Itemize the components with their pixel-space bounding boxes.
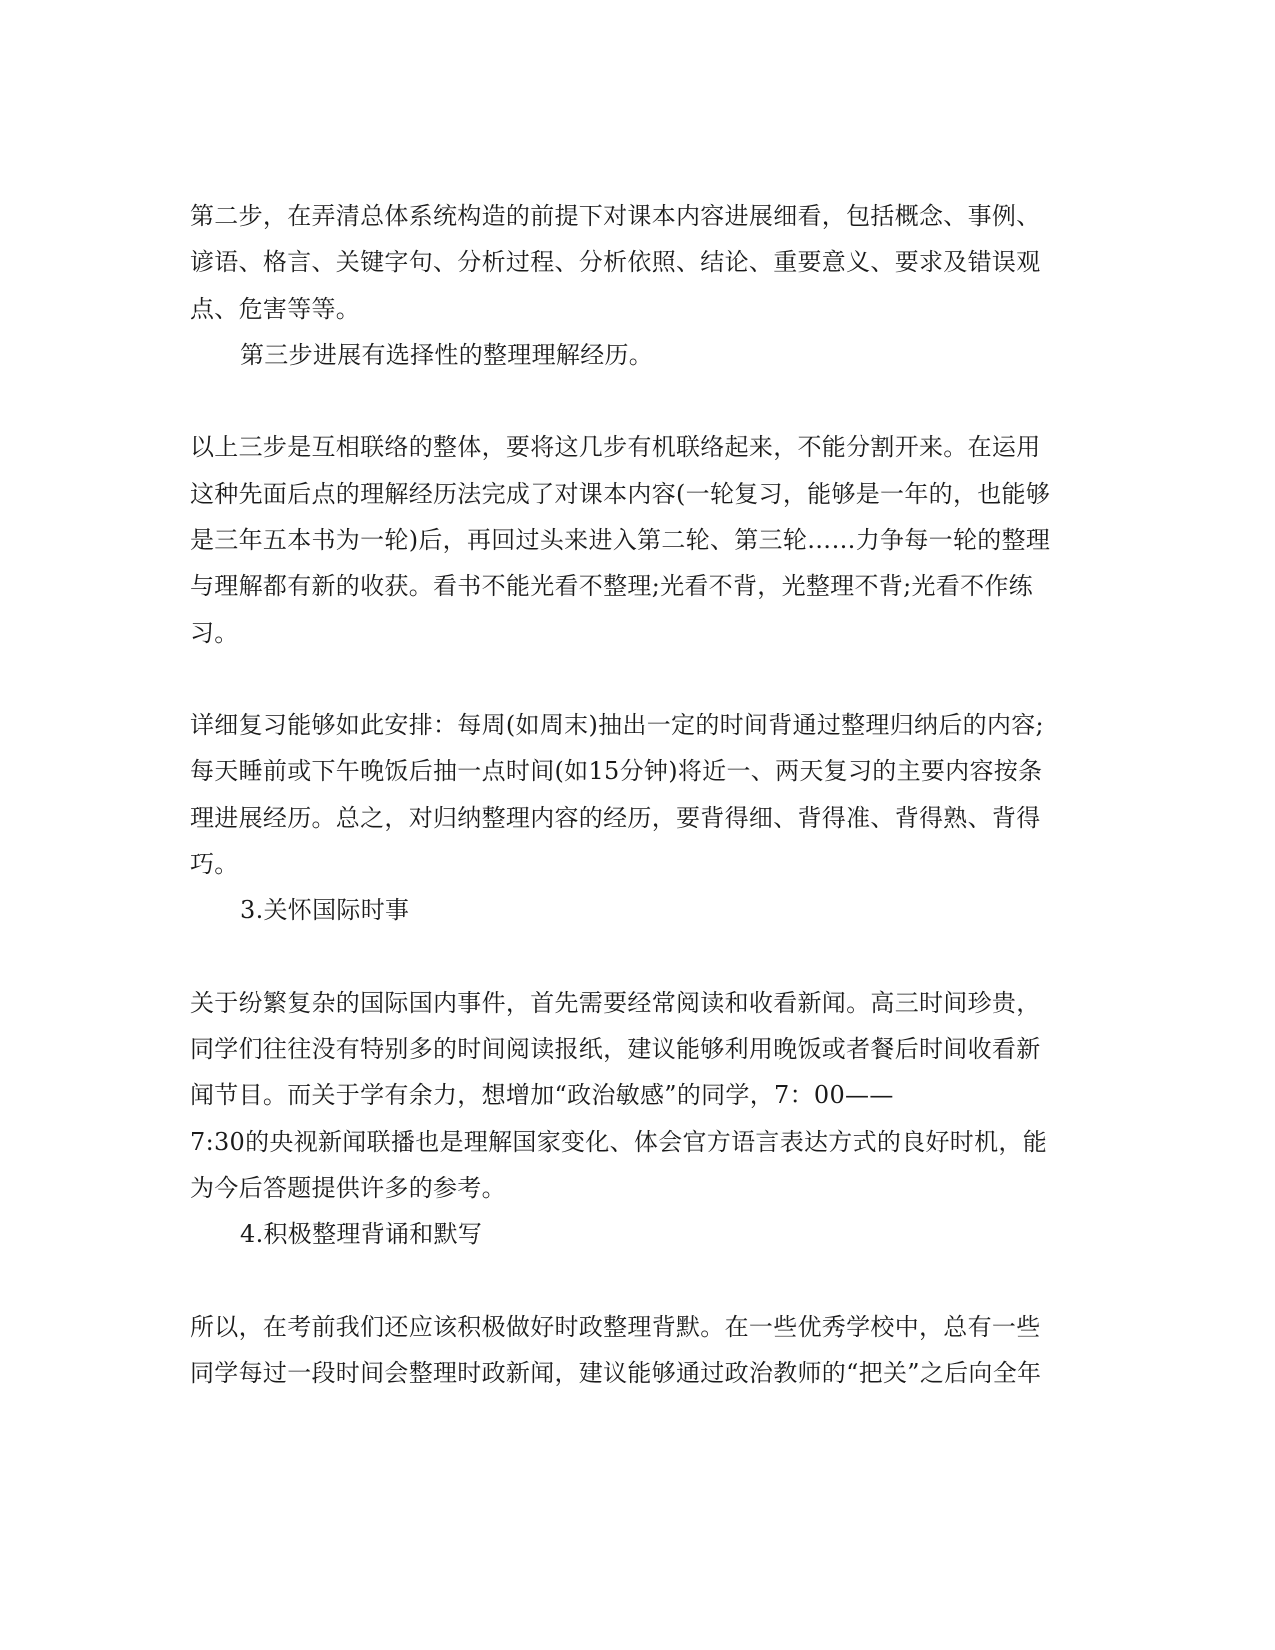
text-line: 闻节目。而关于学有余力，想增加“政治敏感”的同学，7：00—— — [190, 1081, 894, 1109]
text-line: 理进展经历。总之，对归纳整理内容的经历，要背得细、背得准、背得熟、背得 — [190, 804, 1041, 832]
text-line: 谚语、格言、关键字句、分析过程、分析依照、结论、重要意义、要求及错误观 — [190, 248, 1041, 276]
text-line: 这种先面后点的理解经历法完成了对课本内容(一轮复习，能够是一年的，也能够 — [190, 480, 1051, 508]
text-line: 是三年五本书为一轮)后，再回过头来进入第二轮、第三轮……力争每一轮的整理 — [190, 526, 1051, 554]
text-line: 详细复习能够如此安排：每周(如周末)抽出一定的时间背通过整理归纳后的内容; — [190, 711, 1044, 739]
step-three-line: 第三步进展有选择性的整理理解经历。 — [240, 341, 654, 369]
text-line: 7:30的央视新闻联播也是理解国家变化、体会官方语言表达方式的良好时机，能 — [190, 1128, 1047, 1156]
section-heading: 3.关怀国际时事 — [240, 896, 410, 924]
section-heading: 4.积极整理背诵和默写 — [240, 1220, 483, 1248]
text-line: 关于纷繁复杂的国际国内事件，首先需要经常阅读和收看新闻。高三时间珍贵， — [190, 989, 1041, 1017]
text-line: 第二步，在弄清总体系统构造的前提下对课本内容进展细看，包括概念、事例、 — [190, 202, 1041, 230]
text-line: 同学每过一段时间会整理时政新闻，建议能够通过政治教师的“把关”之后向全年 — [190, 1359, 1042, 1387]
text-line: 以上三步是互相联络的整体，要将这几步有机联络起来，不能分割开来。在运用 — [190, 433, 1041, 461]
text-line: 与理解都有新的收获。看书不能光看不整理;光看不背，光整理不背;光看不作练 — [190, 572, 1033, 600]
text-line: 每天睡前或下午晚饭后抽一点时间(如15分钟)将近一、两天复习的主要内容按条 — [190, 757, 1043, 785]
text-line: 为今后答题提供许多的参考。 — [190, 1174, 506, 1202]
text-line: 同学们往往没有特别多的时间阅读报纸，建议能够利用晚饭或者餐后时间收看新 — [190, 1035, 1041, 1063]
text-line: 巧。 — [190, 850, 239, 878]
text-line: 点、危害等等。 — [190, 295, 361, 323]
text-line: 习。 — [190, 619, 239, 647]
text-line: 所以，在考前我们还应该积极做好时政整理背默。在一些优秀学校中，总有一些 — [190, 1313, 1041, 1341]
